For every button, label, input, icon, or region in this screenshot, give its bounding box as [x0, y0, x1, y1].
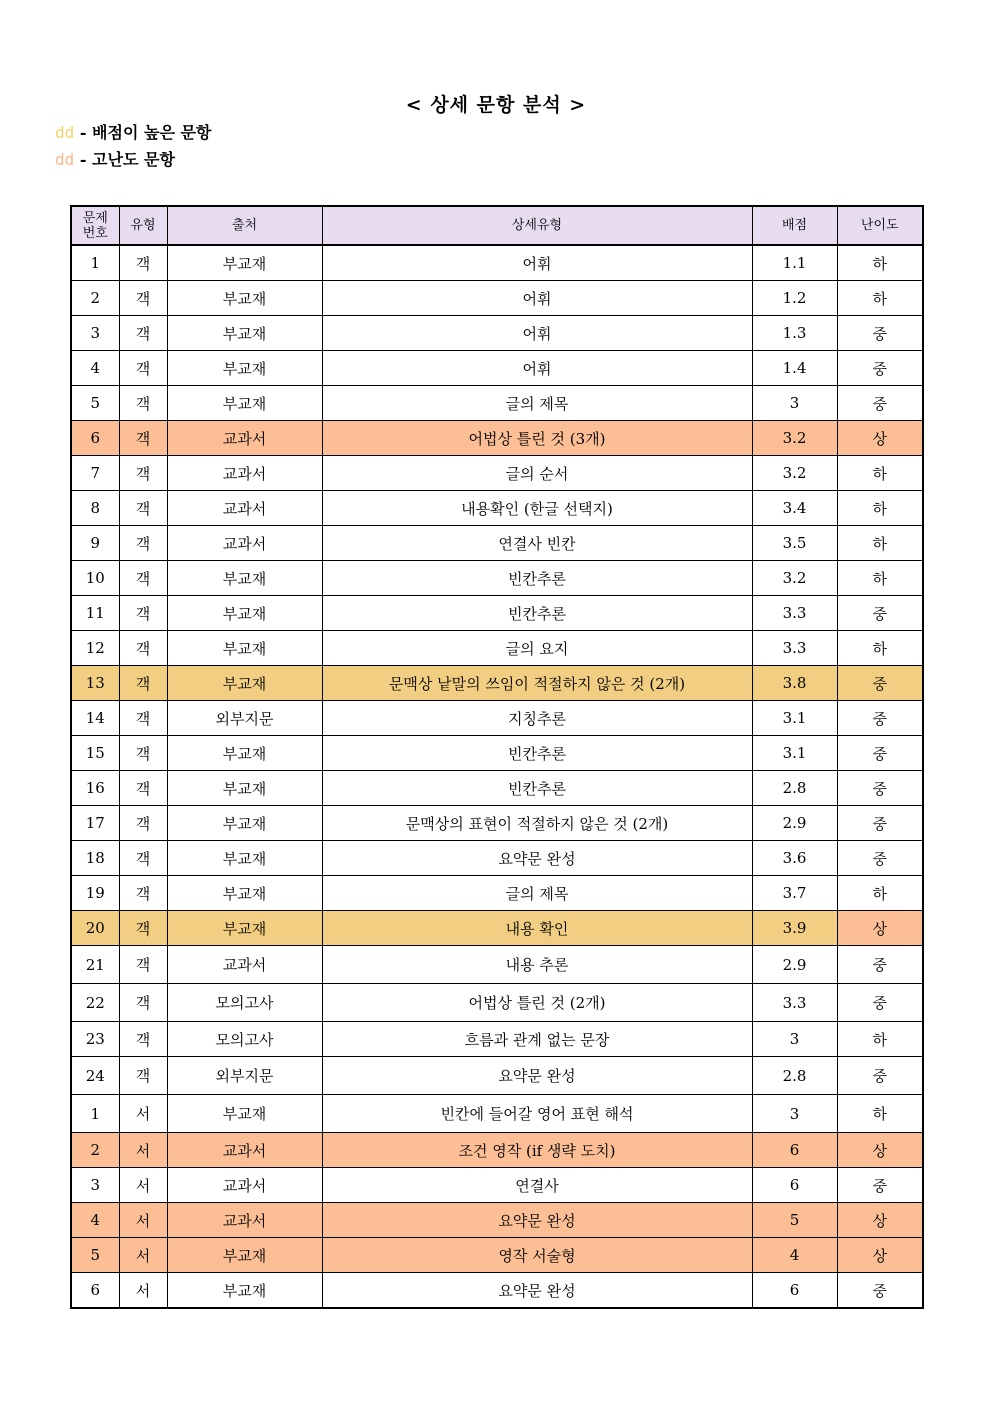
cell-no: 11	[71, 596, 119, 631]
cell-source: 부교재	[167, 351, 322, 386]
cell-detail: 글의 제목	[322, 386, 752, 421]
legend-hard	[55, 147, 175, 170]
table-row	[71, 984, 923, 1022]
cell-source: 부교재	[167, 316, 322, 351]
table-row	[71, 876, 923, 911]
cell-no: 4	[71, 1203, 119, 1238]
cell-level: 상	[837, 911, 923, 946]
cell-source: 부교재	[167, 245, 322, 281]
cell-source: 모의고사	[167, 984, 322, 1022]
cell-source: 교과서	[167, 421, 322, 456]
table-row	[71, 701, 923, 736]
cell-level: 중	[837, 1168, 923, 1203]
cell-detail: 어휘	[322, 316, 752, 351]
cell-no: 8	[71, 491, 119, 526]
cell-level: 하	[837, 561, 923, 596]
cell-detail: 연결사 빈칸	[322, 526, 752, 561]
cell-no: 12	[71, 631, 119, 666]
cell-score: 2.9	[752, 946, 837, 984]
cell-type: 객	[119, 561, 167, 596]
table-row	[71, 1095, 923, 1133]
cell-level: 하	[837, 631, 923, 666]
cell-type: 객	[119, 771, 167, 806]
cell-detail: 빈칸추론	[322, 736, 752, 771]
cell-level: 중	[837, 596, 923, 631]
cell-type: 객	[119, 631, 167, 666]
cell-score: 3.2	[752, 421, 837, 456]
cell-level: 중	[837, 1273, 923, 1309]
cell-no: 5	[71, 386, 119, 421]
table-row	[71, 841, 923, 876]
table-row	[71, 806, 923, 841]
cell-type: 객	[119, 351, 167, 386]
cell-type: 객	[119, 386, 167, 421]
cell-type: 객	[119, 1022, 167, 1057]
cell-type: 서	[119, 1238, 167, 1273]
cell-no: 20	[71, 911, 119, 946]
cell-detail: 내용 추론	[322, 946, 752, 984]
cell-source: 교과서	[167, 946, 322, 984]
cell-type: 객	[119, 911, 167, 946]
cell-type: 서	[119, 1203, 167, 1238]
cell-detail: 어휘	[322, 281, 752, 316]
cell-score: 3.1	[752, 701, 837, 736]
cell-source: 외부지문	[167, 1057, 322, 1095]
cell-source: 부교재	[167, 631, 322, 666]
table-row	[71, 351, 923, 386]
cell-level: 하	[837, 1022, 923, 1057]
cell-level: 상	[837, 421, 923, 456]
header-type: 유형	[119, 206, 167, 245]
cell-no: 9	[71, 526, 119, 561]
cell-source: 부교재	[167, 806, 322, 841]
cell-score: 6	[752, 1273, 837, 1309]
cell-source: 부교재	[167, 666, 322, 701]
cell-score: 3.4	[752, 491, 837, 526]
cell-no: 16	[71, 771, 119, 806]
cell-detail: 글의 제목	[322, 876, 752, 911]
legend-high-score	[55, 120, 211, 143]
cell-no: 2	[71, 281, 119, 316]
cell-no: 23	[71, 1022, 119, 1057]
cell-score: 6	[752, 1168, 837, 1203]
cell-type: 서	[119, 1133, 167, 1168]
cell-level: 중	[837, 736, 923, 771]
table-row	[71, 561, 923, 596]
cell-level: 상	[837, 1203, 923, 1238]
cell-score: 3	[752, 1095, 837, 1133]
cell-no: 3	[71, 1168, 119, 1203]
cell-source: 부교재	[167, 876, 322, 911]
cell-score: 3	[752, 386, 837, 421]
cell-type: 객	[119, 984, 167, 1022]
table-row	[71, 1238, 923, 1273]
cell-score: 3.1	[752, 736, 837, 771]
cell-detail: 어법상 틀린 것 (2개)	[322, 984, 752, 1022]
table-body	[71, 245, 923, 1308]
question-analysis-table	[70, 205, 924, 1309]
cell-level: 중	[837, 666, 923, 701]
cell-type: 객	[119, 281, 167, 316]
cell-score: 3.5	[752, 526, 837, 561]
header-no-line2: 번호	[82, 225, 108, 241]
cell-level: 하	[837, 1095, 923, 1133]
cell-source: 교과서	[167, 1133, 322, 1168]
cell-score: 3.3	[752, 984, 837, 1022]
header-level: 난이도	[837, 206, 923, 245]
cell-no: 4	[71, 351, 119, 386]
table-row	[71, 1273, 923, 1309]
cell-score: 3.9	[752, 911, 837, 946]
cell-detail: 빈칸추론	[322, 561, 752, 596]
table-row	[71, 1057, 923, 1095]
cell-source: 부교재	[167, 561, 322, 596]
cell-detail: 흐름과 관계 없는 문장	[322, 1022, 752, 1057]
cell-no: 1	[71, 245, 119, 281]
cell-source: 부교재	[167, 736, 322, 771]
cell-source: 부교재	[167, 386, 322, 421]
cell-level: 하	[837, 876, 923, 911]
cell-score: 5	[752, 1203, 837, 1238]
header-score: 배점	[752, 206, 837, 245]
cell-level: 상	[837, 1238, 923, 1273]
table-row	[71, 456, 923, 491]
cell-detail: 어휘	[322, 351, 752, 386]
cell-type: 객	[119, 491, 167, 526]
cell-level: 중	[837, 701, 923, 736]
cell-level: 중	[837, 841, 923, 876]
cell-detail: 어법상 틀린 것 (3개)	[322, 421, 752, 456]
header-no	[71, 206, 119, 245]
cell-detail: 연결사	[322, 1168, 752, 1203]
cell-source: 교과서	[167, 1168, 322, 1203]
table-row	[71, 666, 923, 701]
cell-level: 하	[837, 245, 923, 281]
cell-detail: 지칭추론	[322, 701, 752, 736]
cell-score: 2.8	[752, 1057, 837, 1095]
cell-no: 5	[71, 1238, 119, 1273]
cell-no: 21	[71, 946, 119, 984]
table-row	[71, 526, 923, 561]
cell-detail: 요약문 완성	[322, 1057, 752, 1095]
cell-no: 24	[71, 1057, 119, 1095]
cell-no: 22	[71, 984, 119, 1022]
table-row	[71, 1022, 923, 1057]
cell-score: 3.8	[752, 666, 837, 701]
cell-score: 4	[752, 1238, 837, 1273]
cell-score: 1.2	[752, 281, 837, 316]
cell-score: 3.2	[752, 561, 837, 596]
cell-level: 하	[837, 491, 923, 526]
cell-level: 중	[837, 316, 923, 351]
cell-type: 객	[119, 245, 167, 281]
cell-type: 객	[119, 421, 167, 456]
cell-detail: 문맥상의 표현이 적절하지 않은 것 (2개)	[322, 806, 752, 841]
cell-type: 서	[119, 1168, 167, 1203]
cell-source: 부교재	[167, 1238, 322, 1273]
cell-no: 13	[71, 666, 119, 701]
cell-detail: 빈칸추론	[322, 771, 752, 806]
cell-detail: 빈칸에 들어갈 영어 표현 해석	[322, 1095, 752, 1133]
cell-type: 객	[119, 666, 167, 701]
cell-score: 3.7	[752, 876, 837, 911]
cell-level: 중	[837, 946, 923, 984]
cell-score: 3.2	[752, 456, 837, 491]
cell-level: 중	[837, 984, 923, 1022]
cell-detail: 영작 서술형	[322, 1238, 752, 1273]
cell-no: 19	[71, 876, 119, 911]
cell-source: 부교재	[167, 281, 322, 316]
table-row	[71, 386, 923, 421]
cell-type: 객	[119, 806, 167, 841]
cell-no: 6	[71, 1273, 119, 1309]
header-no-line1: 문제	[82, 210, 108, 226]
cell-score: 6	[752, 1133, 837, 1168]
cell-detail: 요약문 완성	[322, 1203, 752, 1238]
cell-type: 객	[119, 456, 167, 491]
table-row	[71, 245, 923, 281]
cell-type: 객	[119, 596, 167, 631]
table-header-row	[71, 206, 923, 245]
legend-label-high-score: - 배점이 높은 문항	[79, 123, 212, 142]
cell-no: 3	[71, 316, 119, 351]
cell-source: 교과서	[167, 1203, 322, 1238]
legend-label-hard: - 고난도 문항	[79, 150, 175, 169]
cell-no: 6	[71, 421, 119, 456]
cell-level: 중	[837, 1057, 923, 1095]
cell-score: 1.4	[752, 351, 837, 386]
table-row	[71, 1168, 923, 1203]
table-row	[71, 771, 923, 806]
cell-source: 부교재	[167, 596, 322, 631]
cell-type: 객	[119, 841, 167, 876]
cell-no: 17	[71, 806, 119, 841]
cell-source: 교과서	[167, 491, 322, 526]
cell-type: 객	[119, 526, 167, 561]
cell-no: 2	[71, 1133, 119, 1168]
table-row	[71, 421, 923, 456]
cell-source: 교과서	[167, 526, 322, 561]
header-source: 출처	[167, 206, 322, 245]
cell-no: 18	[71, 841, 119, 876]
cell-source: 교과서	[167, 456, 322, 491]
cell-no: 1	[71, 1095, 119, 1133]
table-row	[71, 281, 923, 316]
cell-detail: 어휘	[322, 245, 752, 281]
cell-detail: 글의 순서	[322, 456, 752, 491]
cell-source: 모의고사	[167, 1022, 322, 1057]
table-row	[71, 596, 923, 631]
cell-type: 객	[119, 1057, 167, 1095]
cell-level: 중	[837, 386, 923, 421]
cell-score: 2.9	[752, 806, 837, 841]
legend-swatch-high-score: dd	[55, 123, 75, 142]
cell-detail: 글의 요지	[322, 631, 752, 666]
cell-detail: 내용 확인	[322, 911, 752, 946]
cell-score: 3.3	[752, 596, 837, 631]
cell-type: 객	[119, 316, 167, 351]
legend-swatch-hard: dd	[55, 150, 75, 169]
cell-no: 14	[71, 701, 119, 736]
cell-level: 중	[837, 771, 923, 806]
cell-type: 객	[119, 701, 167, 736]
cell-no: 7	[71, 456, 119, 491]
cell-source: 부교재	[167, 1273, 322, 1309]
cell-source: 부교재	[167, 771, 322, 806]
cell-detail: 요약문 완성	[322, 1273, 752, 1309]
cell-no: 15	[71, 736, 119, 771]
cell-level: 상	[837, 1133, 923, 1168]
page-title: < 상세 문항 분석 >	[405, 94, 587, 116]
table-row	[71, 911, 923, 946]
cell-detail: 조건 영작 (if 생략 도치)	[322, 1133, 752, 1168]
cell-detail: 빈칸추론	[322, 596, 752, 631]
cell-type: 객	[119, 736, 167, 771]
cell-score: 1.1	[752, 245, 837, 281]
cell-level: 중	[837, 351, 923, 386]
cell-source: 부교재	[167, 911, 322, 946]
cell-level: 중	[837, 806, 923, 841]
cell-score: 3.3	[752, 631, 837, 666]
table-row	[71, 1203, 923, 1238]
table-row	[71, 1133, 923, 1168]
table-row	[71, 316, 923, 351]
cell-score: 1.3	[752, 316, 837, 351]
table-row	[71, 491, 923, 526]
cell-type: 서	[119, 1273, 167, 1309]
cell-detail: 내용확인 (한글 선택지)	[322, 491, 752, 526]
cell-source: 외부지문	[167, 701, 322, 736]
cell-source: 부교재	[167, 841, 322, 876]
table-row	[71, 946, 923, 984]
table-row	[71, 631, 923, 666]
cell-type: 객	[119, 876, 167, 911]
cell-level: 하	[837, 526, 923, 561]
cell-score: 2.8	[752, 771, 837, 806]
cell-source: 부교재	[167, 1095, 322, 1133]
cell-type: 객	[119, 946, 167, 984]
cell-no: 10	[71, 561, 119, 596]
cell-score: 3	[752, 1022, 837, 1057]
cell-type: 서	[119, 1095, 167, 1133]
cell-detail: 요약문 완성	[322, 841, 752, 876]
table-row	[71, 736, 923, 771]
cell-level: 하	[837, 456, 923, 491]
header-detail: 상세유형	[322, 206, 752, 245]
cell-detail: 문맥상 낱말의 쓰임이 적절하지 않은 것 (2개)	[322, 666, 752, 701]
cell-level: 하	[837, 281, 923, 316]
cell-score: 3.6	[752, 841, 837, 876]
